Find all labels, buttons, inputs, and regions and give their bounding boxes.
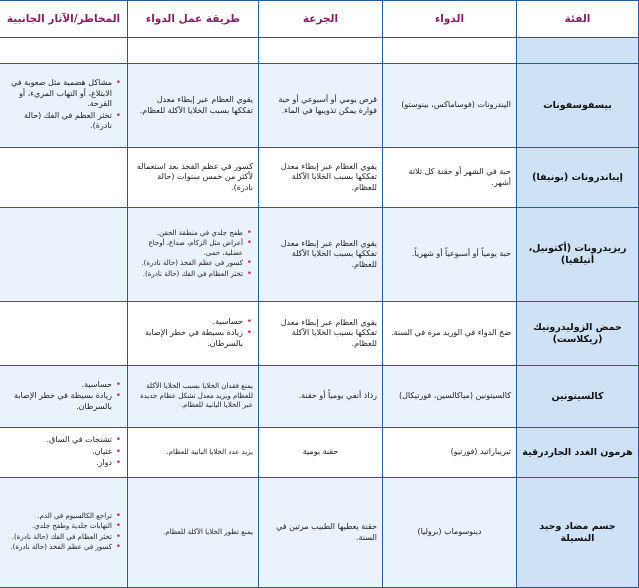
category-cell: بيسفوسفونات (517, 64, 639, 148)
drug-cell: حبة في الشهر أو حقنة كل ثلاثة أشهر. (383, 148, 517, 208)
header-mechanism: طريقة عمل الدواء (128, 1, 259, 38)
dose-cell: يقوي العظام عبر إبطاء معدل تفككها بسبب الخلايا الآكلة للعظام. (259, 302, 383, 366)
drug-cell: دينوسوماب (بروليا) (383, 478, 517, 588)
mechanism-cell: يزيد عدد الخلايا البانية للعظام. (128, 428, 259, 478)
list-item: • تخثر العظم في الفك (حالة نادرة). (5, 111, 112, 132)
table-row (0, 208, 639, 302)
list-item: • زيادة بسيطة في خطر الإصابة بالسرطان. (133, 328, 243, 349)
dose-cell: يقوي العظام عبر إبطاء معدل تفككها بسبب الخلايا الآكلة للعظام. (259, 208, 383, 302)
risks-cell (0, 302, 128, 366)
category-cell: كالسيتونين (517, 366, 639, 428)
risks-list (5, 435, 122, 469)
drug-cell: اليندرونات (فوساماكس، بينوستو) (383, 64, 517, 148)
risks-cell (0, 478, 128, 588)
list-item: • دوار. (5, 458, 112, 469)
dose-cell: قرص يومي أو أسبوعي أو حبة فوارة يمكن تذويبها في الماء. (259, 64, 383, 148)
mechanism-cell (128, 208, 259, 302)
list-item: • مشاكل هضمية مثل صعوبة في الابتلاع، أو التهاب المريء، أو القرحة. (5, 78, 112, 110)
risks-list (5, 380, 122, 413)
dose-cell: رذاذ أنفي يومياً أو حقنة. (259, 366, 383, 428)
risks-list (133, 229, 253, 280)
drug-cell: كالسيتونين (مياكالسين، فورتيكال) (383, 366, 517, 428)
list-item: • تراجع الكالسيوم في الدم. (5, 512, 112, 522)
drug-cell: حبة يومياً أو أسبوعياً أو شهرياً. (383, 208, 517, 302)
list-item: • زيادة بسيطة في خطر الإصابة بالسرطان. (5, 391, 112, 412)
list-item: • حساسية. (133, 317, 243, 328)
list-item: • تخثر العظام في الفك (حالة نادرة). (133, 270, 243, 280)
dose-cell: حقنة يعطيها الطبيب مرتين في السنة. (259, 478, 383, 588)
category-cell: حمض الزوليدرونيك (ريكلاست) (517, 302, 639, 366)
mechanism-cell (128, 302, 259, 366)
header-row (0, 1, 639, 38)
category-cell: إيباندرونات (بونيفا) (517, 148, 639, 208)
list-item: • كسور في عظم الفخذ (حالة نادرة). (5, 543, 112, 553)
risks-list (133, 317, 253, 350)
table-row (0, 148, 639, 208)
dose-cell: حقنة يومية (259, 428, 383, 478)
risks-cell (0, 148, 128, 208)
list-item: • التهابات جلدية وطفح جلدي. (5, 522, 112, 532)
dose-cell: يقوي العظام عبر إبطاء معدل تفككها بسبب الخلايا الآكلة للعظام. (259, 148, 383, 208)
category-cell: جسم مضاد وحيد النسيلة (517, 478, 639, 588)
mechanism-cell: يقوي العظام عبر إبطاء معدل تفككها بسبب الخلايا الآكلة للعظام. (128, 64, 259, 148)
mechanism-cell: كسور في عظم الفخذ بعد استعماله لأكثر من خمس سنوات (حالة نادرة). (128, 148, 259, 208)
risks-cell (0, 428, 128, 478)
list-item: • حساسية. (5, 380, 112, 391)
risks-cell (0, 64, 128, 148)
spacer-row (0, 38, 639, 64)
drug-cell: تيريباراتيد (فورتيو) (383, 428, 517, 478)
header-dose: الجرعة (259, 1, 383, 38)
list-item: • طفح جلدي في منطقة الحقن. (133, 229, 243, 239)
header-category: الفئة (517, 1, 639, 38)
table-row (0, 478, 639, 588)
list-item: • تخثر العظام في الفك (حالة نادرة). (5, 533, 112, 543)
drug-cell: ضخ الدواء في الوريد مرة في السنة. (383, 302, 517, 366)
list-item: • تشنجات في الساق. (5, 435, 112, 446)
table-row (0, 302, 639, 366)
risks-list (5, 78, 122, 132)
table-row (0, 428, 639, 478)
mechanism-cell: يمنع فقدان الخلايا بسبب الخلايا الآكلة للعظام ويزيد معدل تشكل عظام جديدة عبر الخلايا البانية للعظام. (128, 366, 259, 428)
list-item: • غثيان. (5, 447, 112, 458)
category-cell: ريزيدرونات (أكتونيل، أتيلفيا) (517, 208, 639, 302)
risks-cell (0, 366, 128, 428)
category-cell: هرمون الغدد الجاردرقية (517, 428, 639, 478)
header-risks: المخاطر/الآثار الجانبية (0, 1, 128, 38)
table-row (0, 366, 639, 428)
mechanism-cell: يمنع تطور الخلايا الآكلة للعظام. (128, 478, 259, 588)
risks-list (5, 512, 122, 553)
list-item: • كسور في عظم الفخذ (حالة نادرة). (133, 259, 243, 269)
risks-cell (0, 208, 128, 302)
header-drug: الدواء (383, 1, 517, 38)
table-row (0, 64, 639, 148)
list-item: • أعراض مثل الزكام، صداع، أوجاع عضلية، حمى. (133, 239, 243, 258)
